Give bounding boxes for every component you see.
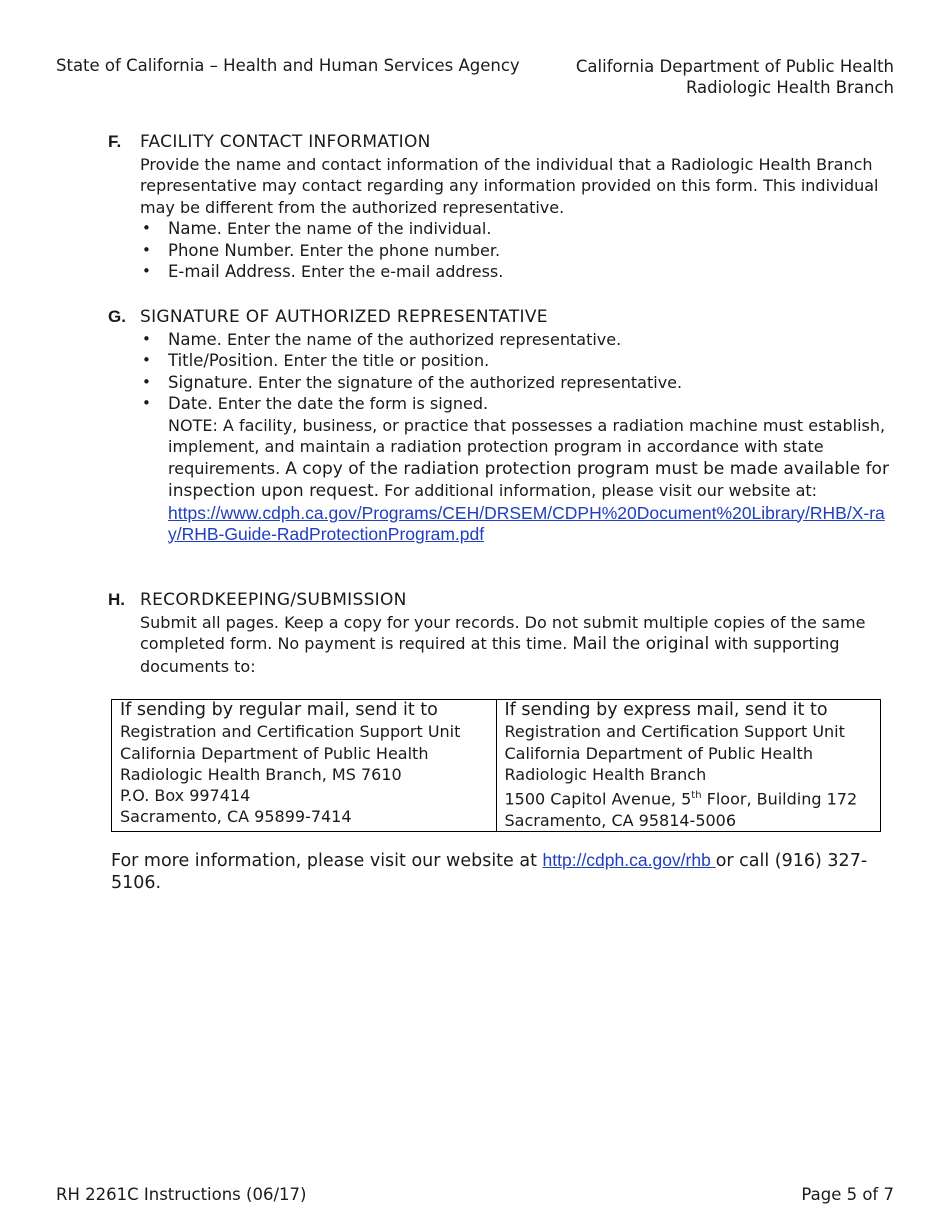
regular-mail-line: Radiologic Health Branch, MS 7610 — [120, 764, 402, 784]
list-item: • Title/Position. Enter the title or position. — [140, 350, 898, 372]
section-f-intro: Provide the name and contact information of the individual that a Radiologic Health Branch representative may contact regarding any information provided on this form. This individual may be different from the authorized representative. — [140, 154, 879, 217]
regular-mail-line: Sacramento, CA 95899-7414 — [120, 807, 352, 827]
mailing-address-table — [111, 699, 881, 832]
express-mail-line: Radiologic Health Branch — [504, 764, 707, 784]
list-item: • Name. Enter the name of the authorized representative. — [140, 329, 898, 351]
section-f-title: FACILITY CONTACT INFORMATION — [140, 132, 431, 152]
header-department-block — [576, 56, 894, 98]
section-g-title: SIGNATURE OF AUTHORIZED REPRESENTATIVE — [140, 307, 548, 327]
footer-form-id: RH 2261C Instructions (06/17) — [56, 1185, 307, 1204]
regular-mail-cell — [112, 700, 497, 832]
section-g-list — [140, 329, 898, 546]
footer-page-number: Page 5 of 7 — [801, 1185, 894, 1204]
radiation-program-note: NOTE: A facility, business, or practice that possesses a radiation machine must establish, implement, and maintain a radiation protection program in accordance with state requirements. A copy of the radiation protection program must be made available for inspection upon request. For additional information, please visit our website at: https://www.cdph.ca.gov/Programs/CEH/DRSEM/CDPH%20Document%20Library/RHB/X-ray/RHB-Guide-RadProtectionProgram.pdf — [168, 415, 889, 544]
header-agency: State of California – Health and Human Services Agency — [56, 56, 520, 75]
express-mail-line: 1500 Capitol Avenue, 5th Floor, Building 172 — [504, 789, 858, 809]
section-h-title: RECORDKEEPING/SUBMISSION — [140, 590, 407, 610]
regular-mail-line: P.O. Box 997414 — [120, 786, 251, 806]
section-f-letter: F. — [108, 132, 122, 151]
section-h-text: Submit all pages. Keep a copy for your records. Do not submit multiple copies of the same completed form. No payment is required at this time. Mail the original with supporting documents to: — [140, 612, 866, 676]
section-f — [108, 132, 898, 283]
list-item: • E-mail Address. Enter the e-mail address. — [140, 261, 898, 283]
list-item: • Date. Enter the date the form is signed. NOTE: A facility, business, or practice that possesses a radiation machine must establish, implement, and maintain a radiation protection program in accordance with state requirements. A copy of the radiation protection program must be made available for inspection upon request. For additional information, please visit our website at: https://www.cdph.ca.gov/Programs/CEH/DRSEM/CDPH%20Document%20Library/RHB/X-ray/RHB-Guide-RadProtectionProgram.pdf — [140, 393, 898, 545]
header-department: California Department of Public Health — [575, 57, 894, 76]
section-g-letter: G. — [108, 307, 126, 326]
express-mail-line: Sacramento, CA 95814-5006 — [504, 810, 737, 830]
header-branch: Radiologic Health Branch — [685, 78, 894, 97]
section-g — [108, 307, 898, 545]
section-f-list — [140, 218, 898, 283]
express-mail-heading: If sending by express mail, send it to — [504, 700, 828, 720]
regular-mail-line: California Department of Public Health — [120, 743, 429, 763]
regular-mail-heading: If sending by regular mail, send it to — [120, 700, 438, 720]
express-mail-line: Registration and Certification Support Unit — [504, 722, 845, 742]
regular-mail-line: Registration and Certification Support Unit — [120, 722, 461, 742]
section-h-letter: H. — [108, 590, 125, 609]
section-h — [108, 590, 898, 677]
express-mail-cell — [496, 700, 881, 832]
list-item: • Signature. Enter the signature of the authorized representative. — [140, 372, 898, 394]
list-item: • Name. Enter the name of the individual. — [140, 218, 898, 240]
more-info: For more information, please visit our website at http://cdph.ca.gov/rhb or call (916) 327-5106. — [111, 850, 868, 893]
express-mail-line: California Department of Public Health — [504, 743, 813, 763]
rhb-website-link[interactable]: http://cdph.ca.gov/rhb — [542, 850, 716, 870]
list-item: • Phone Number. Enter the phone number. — [140, 240, 898, 262]
rad-protection-guide-link[interactable]: https://www.cdph.ca.gov/Programs/CEH/DRSEM/CDPH%20Document%20Library/RHB/X-ray/RHB-Guide-RadProtectionProgram.pdf — [168, 502, 885, 544]
